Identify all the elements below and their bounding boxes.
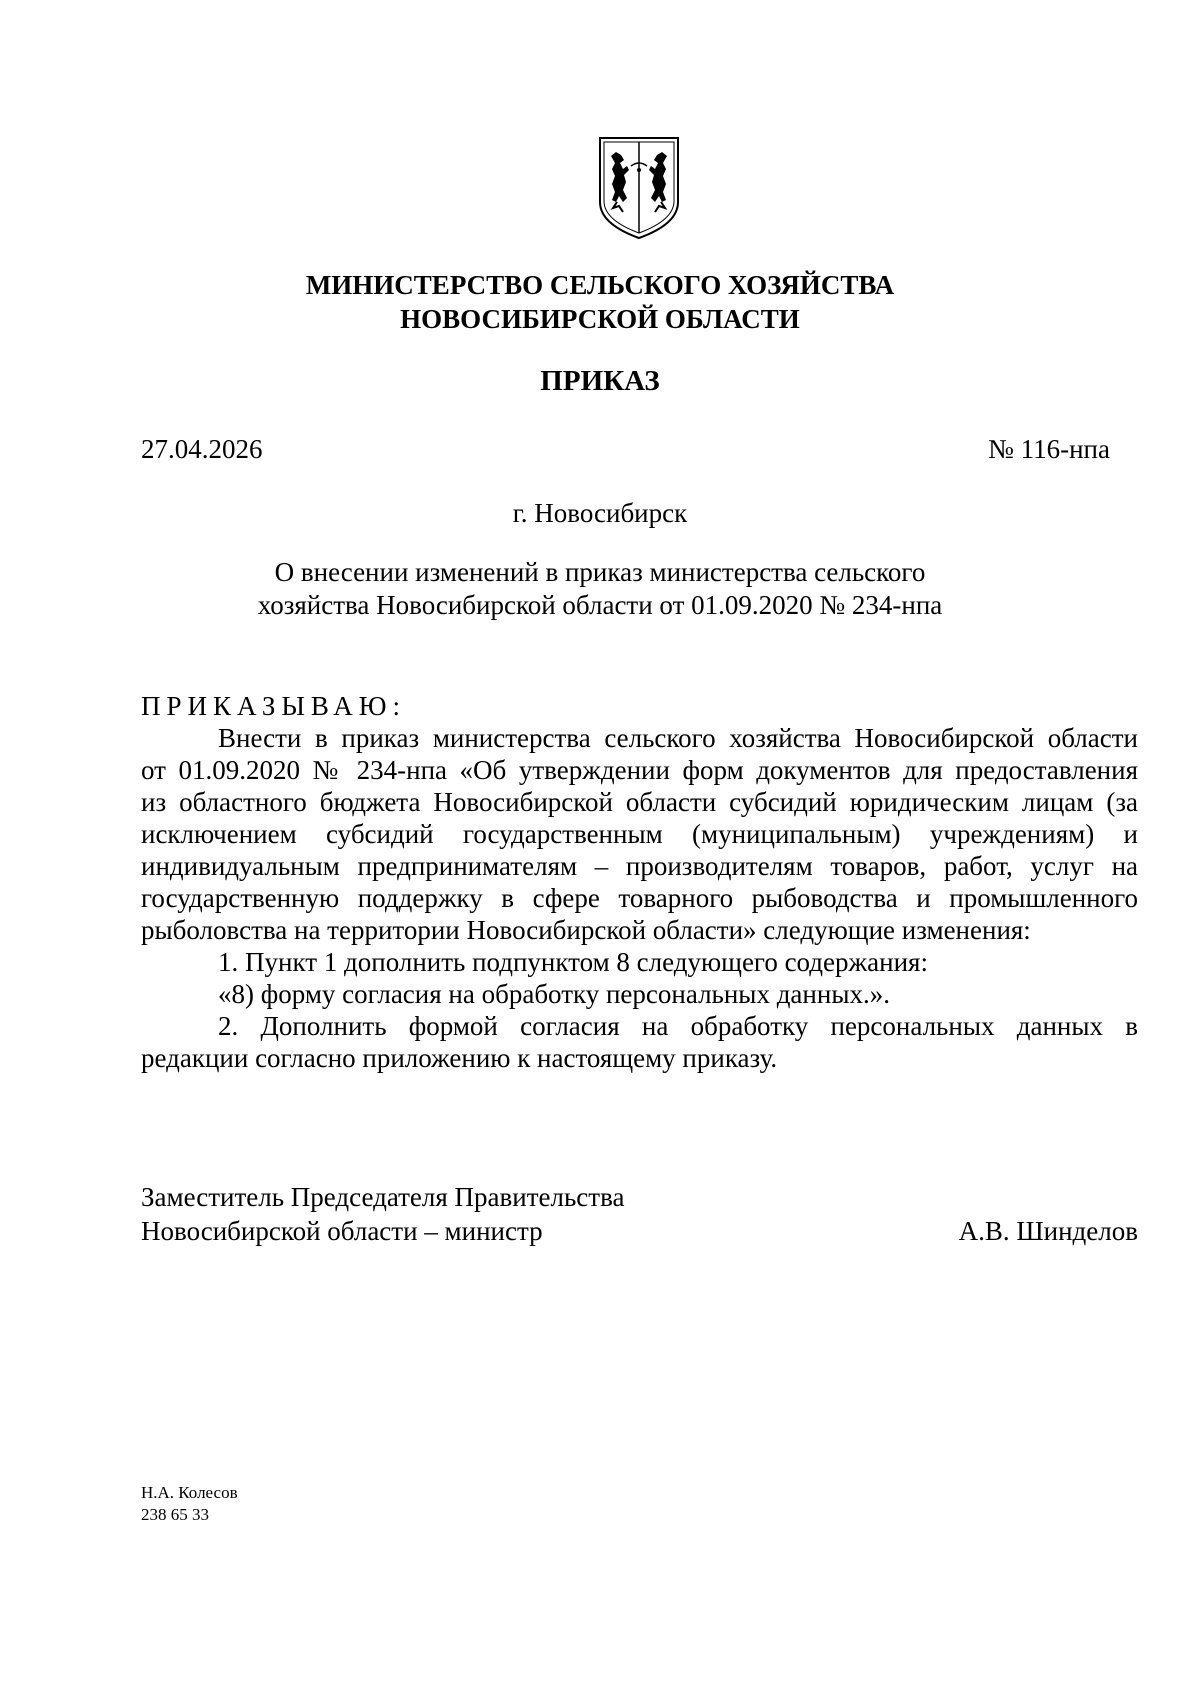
document-city: г. Новосибирск bbox=[512, 498, 688, 528]
executor-name: Н.А. Колесов bbox=[141, 1483, 238, 1502]
ministry-name-line1: МИНИСТЕРСТВО СЕЛЬСКОГО ХОЗЯЙСТВА bbox=[305, 270, 895, 300]
subject-line1: О внесении изменений в приказ министерства сельского bbox=[274, 557, 926, 587]
document-type-title: ПРИКАЗ bbox=[540, 365, 660, 397]
paragraph-1-line-5: индивидуальным предпринимателям – производителям товаров, работ, услуг на bbox=[141, 851, 1138, 881]
item-2-line-2: редакции согласно приложению к настоящему приказу. bbox=[141, 1043, 778, 1073]
novosibirsk-coat-of-arms-icon bbox=[597, 136, 681, 240]
subject-line2: хозяйства Новосибирской области от 01.09.2020 № 234-нпа bbox=[257, 590, 943, 620]
signature-position-line1: Заместитель Председателя Правительства bbox=[141, 1182, 625, 1212]
item-1: 1. Пункт 1 дополнить подпунктом 8 следующего содержания: bbox=[218, 947, 928, 977]
signature-block bbox=[141, 1180, 1138, 1248]
item-2-line-1: 2. Дополнить формой согласия на обработку персональных данных в bbox=[218, 1011, 1138, 1041]
executor-block bbox=[141, 1482, 238, 1526]
paragraph-1-line-4: исключением субсидий государственным (муниципальным) учреждениям) и bbox=[141, 819, 1138, 849]
order-word: ПРИКАЗЫВАЮ: bbox=[141, 691, 406, 721]
executor-phone: 238 65 33 bbox=[141, 1505, 209, 1524]
document-number: № 116-нпа bbox=[988, 434, 1110, 464]
paragraph-1-line-7: рыболовства на территории Новосибирской области» следующие изменения: bbox=[141, 915, 1031, 945]
signatory-name: А.В. Шинделов bbox=[958, 1216, 1138, 1246]
ministry-name bbox=[150, 268, 1050, 336]
signature-row bbox=[141, 1214, 1138, 1248]
document-date: 27.04.2026 bbox=[141, 434, 263, 464]
paragraph-1-line-3: из областного бюджета Новосибирской области субсидий юридическим лицам (за bbox=[141, 787, 1138, 817]
paragraph-1-line-2: от 01.09.2020 № 234-нпа «Об утверждении форм документов для предоставления bbox=[141, 755, 1138, 785]
paragraph-1-line-6: государственную поддержку в сфере товарного рыбоводства и промышленного bbox=[141, 883, 1138, 913]
document-subject bbox=[200, 556, 1000, 622]
item-1-quote: «8) форму согласия на обработку персональных данных.». bbox=[218, 979, 890, 1009]
ministry-name-line2: НОВОСИБИРСКОЙ ОБЛАСТИ bbox=[400, 304, 800, 334]
paragraph-1-line-1: Внести в приказ министерства сельского хозяйства Новосибирской области bbox=[218, 723, 1138, 753]
document-body bbox=[141, 690, 1138, 1074]
signature-position-line2: Новосибирской области – министр bbox=[141, 1216, 543, 1246]
